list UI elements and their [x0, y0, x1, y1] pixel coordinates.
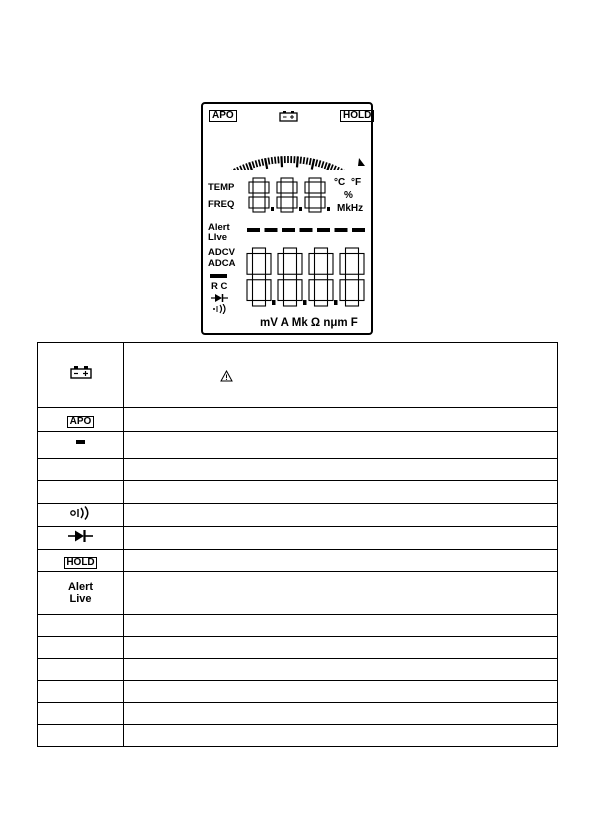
decimal-point	[272, 300, 276, 305]
analog-bargraph	[209, 128, 367, 170]
bargraph-segment	[278, 156, 279, 163]
digit-segment	[249, 182, 253, 193]
hold-indicator: HOLD	[340, 110, 374, 122]
digit-segment	[315, 248, 328, 254]
decimal-point	[303, 300, 307, 305]
digit-segment	[281, 208, 293, 212]
digit-segment	[321, 197, 325, 208]
table-row	[38, 659, 558, 681]
bargraph-segment	[339, 169, 342, 170]
minus-segment	[210, 274, 227, 278]
hold-symbol: HOLD	[66, 556, 95, 568]
apo-symbol: APO	[67, 416, 95, 428]
symbol-cell	[38, 703, 124, 725]
digit-segment	[265, 197, 269, 208]
bargraph-segment	[237, 167, 240, 170]
decimal-point	[334, 300, 338, 305]
bargraph-segment	[268, 158, 269, 165]
table-row	[38, 481, 558, 504]
bargraph-segment	[312, 159, 314, 170]
diode-icon	[68, 529, 94, 543]
decimal-point	[327, 207, 330, 211]
apo-indicator: APO	[209, 110, 237, 122]
table-row	[38, 343, 558, 408]
bargraph-segment	[297, 156, 298, 167]
rc-label: R C	[211, 281, 228, 292]
digit-segment	[346, 248, 359, 254]
bargraph-segments	[220, 156, 365, 170]
digit-segment	[309, 280, 315, 301]
bargraph-segment	[259, 160, 261, 167]
digit-segment	[293, 197, 297, 208]
main-digits	[247, 248, 364, 306]
symbol-cell	[38, 432, 124, 459]
digit-segment	[359, 254, 365, 275]
table-row	[38, 637, 558, 659]
continuity-icon	[212, 304, 228, 314]
bargraph-segment	[240, 166, 243, 170]
digit-segment	[346, 274, 359, 280]
digit-segment	[284, 301, 297, 307]
description-cell	[124, 572, 558, 615]
minus-symbol	[76, 440, 85, 444]
digit-segment	[281, 178, 293, 182]
live-label: LIve	[208, 232, 228, 243]
symbol-cell	[38, 550, 124, 572]
symbol-cell	[38, 527, 124, 550]
description-cell	[124, 615, 558, 637]
digit-segment	[247, 254, 253, 275]
table-row	[38, 681, 558, 703]
bargraph-segment	[262, 159, 263, 166]
table-row	[38, 527, 558, 550]
table-row	[38, 615, 558, 637]
units-row: mV A Mk Ω nμm F	[260, 317, 358, 329]
digit-segment	[284, 248, 297, 254]
digit-segment	[253, 274, 266, 280]
freq-label: FREQ	[208, 199, 235, 210]
digit-segment	[315, 274, 328, 280]
unit-mkhz: MkHz	[337, 203, 364, 214]
digit-segment	[253, 248, 266, 254]
dash-segment	[247, 228, 260, 232]
bargraph-segment	[303, 157, 304, 164]
dash-segment	[282, 228, 295, 232]
symbol-cell	[38, 615, 124, 637]
bargraph-segment	[265, 158, 267, 169]
digit-segment	[309, 254, 315, 275]
bargraph-segment	[275, 157, 276, 164]
table-row	[38, 703, 558, 725]
adcv-label: ADCV	[208, 247, 235, 258]
alert-symbol-line: Alert	[67, 581, 94, 593]
digit-segment	[253, 208, 265, 212]
bargraph-segment	[307, 158, 308, 165]
continuity-icon	[70, 506, 92, 520]
digit-segment	[340, 254, 346, 275]
bargraph-segment	[330, 165, 333, 170]
dash-segment	[335, 228, 348, 232]
symbol-cell	[38, 572, 124, 615]
symbol-cell	[38, 725, 124, 747]
digit-segment	[328, 254, 334, 275]
description-cell	[124, 408, 558, 432]
digit-segment	[297, 280, 303, 301]
bargraph-end-arrow	[358, 158, 365, 166]
description-cell	[124, 343, 558, 408]
bargraph-segment	[322, 161, 324, 168]
symbol-table	[37, 342, 558, 747]
symbol-cell	[38, 659, 124, 681]
unit-fahrenheit: °F	[351, 177, 362, 188]
lcd-display-diagram	[201, 102, 373, 335]
warning-triangle-icon	[220, 370, 233, 382]
unit-percent: %	[344, 190, 353, 201]
bargraph-segment	[281, 156, 282, 167]
table-row	[38, 725, 558, 747]
upper-digit-display	[247, 176, 333, 214]
diode-icon	[211, 293, 229, 303]
bargraph-segment	[325, 162, 327, 169]
description-cell	[124, 659, 558, 681]
dash-segment	[352, 228, 365, 232]
digit-segment	[278, 254, 284, 275]
symbol-cell	[38, 459, 124, 481]
digit-segment	[253, 301, 266, 307]
bargraph-segment	[310, 158, 311, 165]
digit-segment	[328, 280, 334, 301]
digit-segment	[247, 280, 253, 301]
table-row	[38, 432, 558, 459]
description-cell	[124, 725, 558, 747]
description-cell	[124, 703, 558, 725]
description-cell	[124, 459, 558, 481]
description-cell	[124, 481, 558, 504]
upper-digits	[249, 178, 330, 212]
main-digit-display	[245, 246, 371, 310]
digit-segment	[359, 280, 365, 301]
dash-segment	[265, 228, 278, 232]
dash-segment	[300, 228, 313, 232]
temp-label: TEMP	[208, 182, 235, 193]
digit-segment	[253, 178, 265, 182]
digit-segment	[281, 193, 293, 197]
digit-segment	[265, 182, 269, 193]
battery-icon	[279, 111, 299, 122]
battery-icon	[70, 366, 92, 379]
digit-segment	[284, 274, 297, 280]
description-cell	[124, 504, 558, 527]
digit-segment	[293, 182, 297, 193]
bargraph-segment	[255, 160, 257, 167]
bargraph-segment	[319, 160, 321, 167]
alert-label: Alert	[208, 222, 230, 233]
digit-segment	[249, 197, 253, 208]
description-cell	[124, 527, 558, 550]
digit-segment	[266, 254, 272, 275]
description-cell	[124, 550, 558, 572]
dash-segment-row	[245, 228, 369, 234]
table-row	[38, 572, 558, 615]
digit-segment	[266, 280, 272, 301]
symbol-cell	[38, 343, 124, 408]
decimal-point	[299, 207, 302, 211]
live-symbol-line: Live	[69, 593, 92, 605]
symbol-cell	[38, 637, 124, 659]
description-cell	[124, 637, 558, 659]
table-row	[38, 408, 558, 432]
decimal-point	[271, 207, 274, 211]
digit-segment	[305, 182, 309, 193]
bargraph-segment	[252, 161, 254, 168]
dash-segments	[247, 228, 365, 232]
digit-segment	[309, 178, 321, 182]
description-cell	[124, 681, 558, 703]
digit-segment	[278, 280, 284, 301]
bargraph-segment	[336, 167, 339, 170]
symbol-cell	[38, 681, 124, 703]
digit-segment	[253, 193, 265, 197]
table-row	[38, 459, 558, 481]
symbol-cell	[38, 481, 124, 504]
bargraph-segment	[316, 160, 318, 167]
bargraph-segment	[246, 163, 248, 170]
digit-segment	[309, 208, 321, 212]
digit-segment	[277, 182, 281, 193]
table-row	[38, 504, 558, 527]
digit-segment	[315, 301, 328, 307]
symbol-cell	[38, 408, 124, 432]
symbol-cell	[38, 504, 124, 527]
digit-segment	[297, 254, 303, 275]
adca-label: ADCA	[208, 258, 236, 269]
digit-segment	[346, 301, 359, 307]
digit-segment	[309, 193, 321, 197]
bargraph-segment	[300, 157, 301, 164]
bargraph-segment	[272, 157, 273, 164]
description-cell	[124, 432, 558, 459]
digit-segment	[277, 197, 281, 208]
unit-celsius: °C	[334, 177, 346, 188]
table-row	[38, 550, 558, 572]
dash-segment	[317, 228, 330, 232]
digit-segment	[321, 182, 325, 193]
bargraph-segment	[333, 166, 336, 170]
digit-segment	[340, 280, 346, 301]
bargraph-segment	[243, 165, 246, 170]
digit-segment	[305, 197, 309, 208]
